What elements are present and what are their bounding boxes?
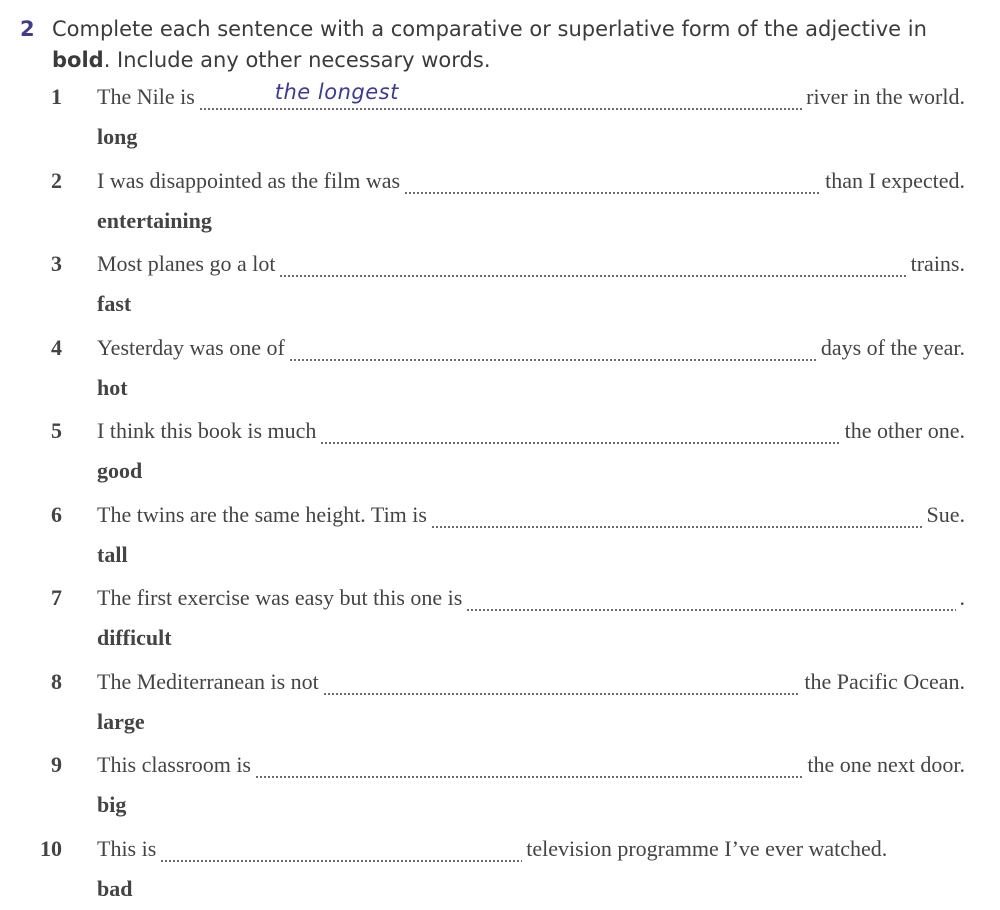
sentence-end: the Pacific Ocean. [804, 669, 965, 694]
exercise-item [40, 585, 965, 651]
answer-blank[interactable] [320, 426, 840, 448]
exercise-item [40, 502, 965, 568]
adjective-prompt: hot [97, 375, 128, 400]
sentence-start: The twins are the same height. Tim is [97, 502, 427, 527]
sentence-start: This is [97, 836, 157, 861]
item-number: 3 [51, 251, 62, 276]
sentence-start: The Nile is [97, 84, 195, 109]
adjective-prompt: difficult [97, 625, 172, 650]
item-number: 4 [51, 335, 62, 360]
sentence-end: . [959, 585, 965, 610]
answer-blank[interactable] [279, 259, 906, 281]
item-number: 10 [40, 836, 62, 861]
item-number: 5 [51, 418, 62, 443]
sentence-row [40, 752, 965, 782]
adjective-prompt: large [97, 709, 145, 734]
item-number: 8 [51, 669, 62, 694]
sentence-start: The first exercise was easy but this one is [97, 585, 463, 610]
sentence-row [40, 502, 965, 532]
handwritten-answer: the longest [274, 80, 399, 104]
sentence-row [40, 669, 965, 699]
sentence-row [40, 418, 965, 448]
sentence-end: days of the year. [820, 335, 965, 360]
answer-blank[interactable] [466, 593, 955, 615]
answer-blank[interactable] [255, 760, 803, 782]
exercise-item [40, 251, 965, 317]
item-number: 6 [51, 502, 62, 527]
adjective-prompt: fast [97, 291, 132, 316]
sentence-row [40, 80, 965, 114]
sentence-row [40, 251, 965, 281]
item-number: 7 [51, 585, 62, 610]
exercise-item [40, 168, 965, 234]
adjective-prompt: tall [97, 542, 128, 567]
exercise-item [40, 752, 965, 818]
sentence-end: than I expected. [825, 168, 965, 193]
sentence-end: river in the world. [806, 84, 965, 109]
adjective-prompt: good [97, 458, 143, 483]
exercise-heading [20, 14, 990, 76]
item-number: 1 [51, 84, 62, 109]
exercise-item [40, 335, 965, 401]
adjective-prompt: long [97, 124, 138, 149]
answer-blank[interactable] [160, 844, 522, 866]
sentence-start: I was disappointed as the film was [97, 168, 401, 193]
exercise-item [40, 80, 965, 150]
answer-blank[interactable] [199, 80, 802, 114]
adjective-prompt: bad [97, 876, 133, 901]
sentence-start: This classroom is [97, 752, 251, 777]
sentence-end: the one next door. [807, 752, 965, 777]
answer-blank[interactable] [404, 176, 821, 198]
exercise-instruction: Complete each sentence with a comparative or superlative form of the adjective in bold. Include any other necessary words. [52, 17, 927, 72]
answer-blank[interactable] [431, 510, 923, 532]
exercise-item [40, 418, 965, 484]
adjective-prompt: entertaining [97, 208, 212, 233]
answer-blank[interactable] [323, 677, 801, 699]
sentence-end: Sue. [926, 502, 965, 527]
sentence-row [40, 585, 965, 615]
exercise-item [40, 669, 965, 735]
sentence-end: television programme I’ve ever watched. [526, 836, 888, 861]
sentence-row [40, 168, 965, 198]
exercise-item [40, 836, 965, 902]
sentence-start: Yesterday was one of [97, 335, 285, 360]
sentence-start: I think this book is much [97, 418, 317, 443]
exercise-number: 2 [20, 17, 35, 41]
item-number: 9 [51, 752, 62, 777]
item-number: 2 [51, 168, 62, 193]
sentence-start: Most planes go a lot [97, 251, 276, 276]
adjective-prompt: big [97, 792, 127, 817]
sentence-end: the other one. [844, 418, 965, 443]
sentence-row [40, 335, 965, 365]
sentence-end: trains. [910, 251, 965, 276]
answer-blank[interactable] [289, 343, 817, 365]
sentence-start: The Mediterranean is not [97, 669, 319, 694]
sentence-row [40, 836, 965, 866]
